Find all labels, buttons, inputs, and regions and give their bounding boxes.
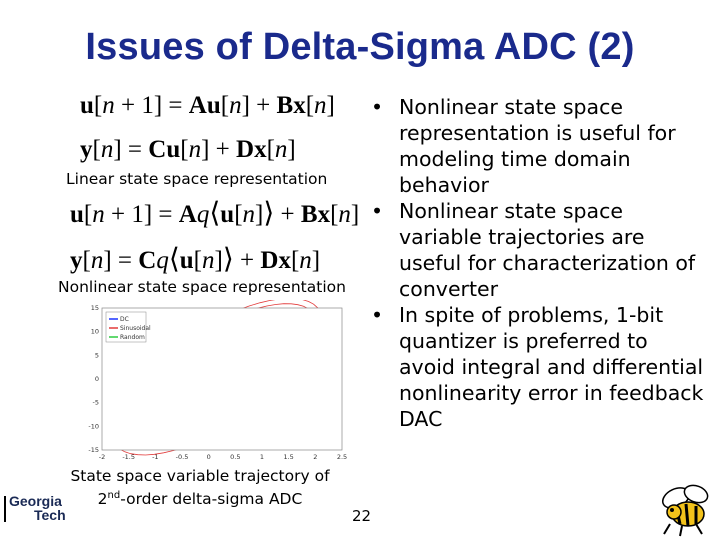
- linear-caption: Linear state space representation: [66, 170, 328, 188]
- x-tick-label: -1.5: [122, 453, 136, 461]
- x-tick-label: -0.5: [175, 453, 189, 461]
- plot-legend: [106, 312, 151, 342]
- y-tick-label: 10: [90, 327, 99, 336]
- linear-state-equation: u[n + 1] = Au[n] + Bx[n]: [80, 92, 335, 119]
- slide-title: Issues of Delta-Sigma ADC (2): [85, 26, 635, 68]
- linear-output-equation: y[n] = Cu[n] + Dx[n]: [80, 136, 296, 163]
- figure-caption: State space variable trajectory of 2nd-order delta-sigma ADC: [70, 467, 330, 509]
- nonlinear-caption: Nonlinear state space representation: [58, 278, 346, 296]
- x-tick-label: -1: [152, 453, 159, 461]
- bullet-list: [368, 94, 708, 432]
- bullet-dot: •: [371, 95, 384, 119]
- x-tick-label: 1: [259, 453, 265, 461]
- y-tick-label: -10: [88, 422, 99, 431]
- nonlinear-state-equation: u[n + 1] = Aq⟨u[n]⟩ + Bx[n]: [70, 196, 360, 229]
- y-tick-label: 0: [94, 375, 99, 383]
- x-tick-label: 0.5: [230, 453, 241, 461]
- yellow-jacket-mascot-icon: [652, 480, 716, 538]
- y-tick-label: -5: [92, 398, 99, 407]
- x-tick-label: 2.5: [336, 453, 348, 461]
- georgia-tech-logo: Georgia Tech: [4, 488, 76, 528]
- trajectory-plot: [80, 300, 350, 470]
- bullet-item: • Nonlinear state space representation is useful for modeling time domain behavior: [371, 95, 676, 197]
- y-tick-label: 5: [94, 351, 99, 360]
- bullet-item: • Nonlinear state space variable trajectories are useful for characterization of converter: [371, 199, 696, 301]
- legend-label: Random: [120, 334, 145, 342]
- y-tick-label: -15: [88, 446, 99, 454]
- bullet-dot: •: [371, 199, 384, 223]
- legend-label: Sinusoidal: [120, 325, 151, 333]
- x-tick-label: -2: [98, 453, 106, 461]
- bullet-dot: •: [371, 303, 384, 327]
- x-tick-label: 2: [313, 453, 318, 461]
- y-tick-label: 15: [90, 304, 99, 312]
- nonlinear-output-equation: y[n] = Cq⟨u[n]⟩ + Dx[n]: [70, 242, 321, 275]
- bullet-item: • In spite of problems, 1-bit quantizer is preferred to avoid integral and differential nonlinearity error in feedback DAC: [371, 303, 704, 431]
- trajectory-plot-svg: [80, 300, 350, 470]
- x-tick-label: 1.5: [283, 453, 294, 461]
- legend-label: DC: [120, 316, 129, 324]
- page-number: 22: [352, 507, 372, 525]
- x-tick-label: 0: [206, 453, 211, 461]
